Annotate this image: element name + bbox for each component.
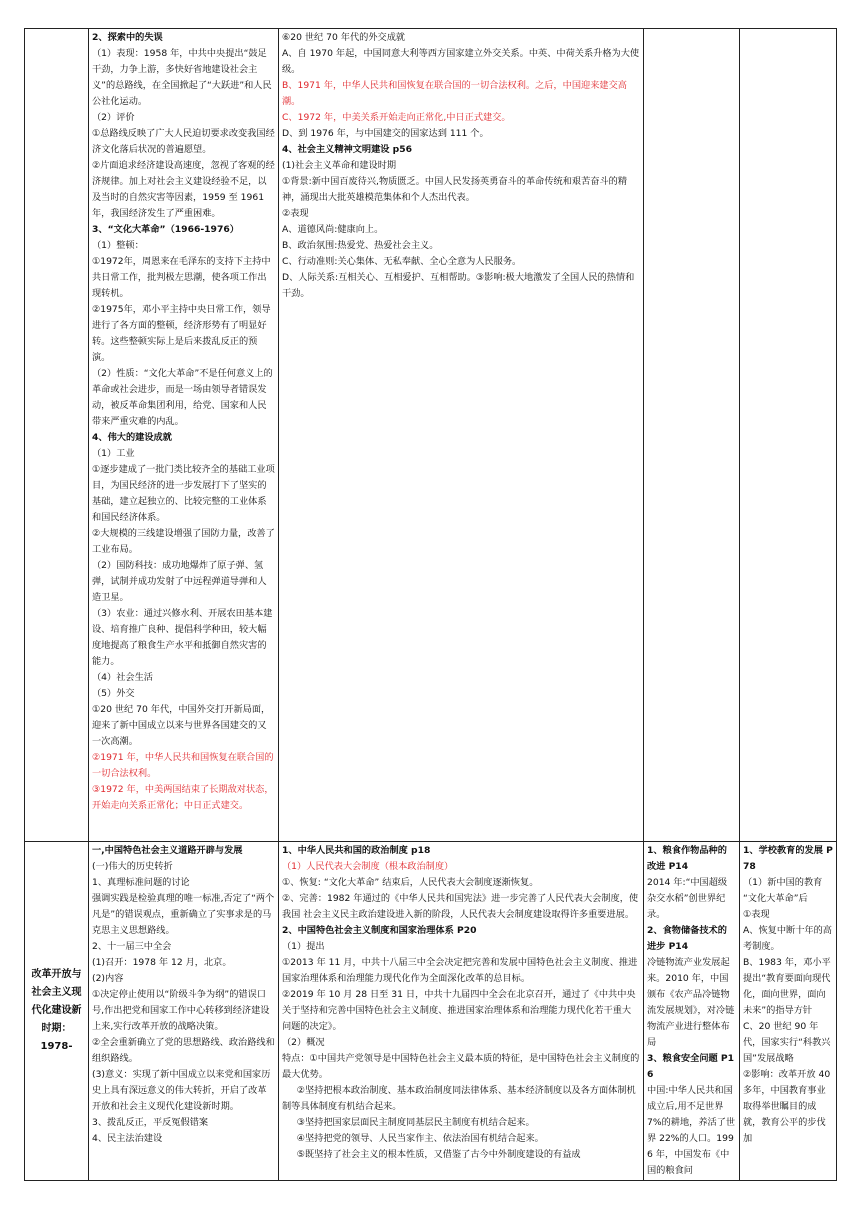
text-line: C、20 世纪 90 年代，国家实行“科教兴国”发展战略 bbox=[743, 1021, 831, 1064]
text-line: B、1983 年，邓小平提出“教育要面向现代化，面向世界，面向未来”的指导方针 bbox=[743, 957, 831, 1016]
text-line: ②坚持把根本政治制度、基本政治制度同法律体系、基本经济制度以及各方面体制机制等具体制度有机结合起来。 bbox=[282, 1085, 636, 1112]
text-line: ②1971 年，中华人民共和国恢复在联合国的一切合法权利。 bbox=[92, 752, 274, 779]
text-line: ②全会重新确立了党的思想路线、政治路线和组织路线。 bbox=[92, 1037, 275, 1064]
section-heading: 2、食物储备技术的进步 P14 bbox=[647, 925, 727, 952]
politics-history-cell bbox=[89, 842, 279, 1181]
text-line: （1）工业 bbox=[92, 448, 135, 459]
section-heading: 2、中国特色社会主义制度和国家治理体系 P20 bbox=[282, 925, 477, 936]
text-line: ②大规模的三线建设增强了国防力量，改善了工业布局。 bbox=[92, 528, 275, 555]
text-line: A、恢复中断十年的高考制度。 bbox=[743, 925, 832, 952]
text-line: 1、真理标准问题的讨论 bbox=[92, 877, 190, 888]
politics-history-cell bbox=[89, 29, 279, 842]
text-line: C、1972 年，中美关系开始走向正常化,中日正式建交。 bbox=[282, 112, 511, 123]
text-line: 中国:中华人民共和国成立后,用不足世界 7%的耕地，养活了世界 22%的人口。1996 年，中国发布《中国的粮食问 bbox=[647, 1085, 736, 1176]
text-line: 3、拨乱反正，平反冤假错案 bbox=[92, 1117, 209, 1128]
text-line: ①逐步建成了一批门类比较齐全的基础工业项目，为国民经济的进一步发展打下了坚实的基础，建立起独立的、比较完整的工业体系和国民经济体系。 bbox=[92, 464, 275, 523]
section-heading: 1、中华人民共和国的政治制度 p18 bbox=[282, 845, 431, 856]
text-line: （1）人民代表大会制度（根本政治制度） bbox=[282, 861, 454, 872]
text-line: （2）评价 bbox=[92, 112, 135, 123]
section-heading: 3、粮食安全问题 P16 bbox=[647, 1053, 735, 1080]
text-line: 冷链物流产业发展起来。2010 年，中国颁布《农产品冷链物流发展规划》，对冷链物流产业进行整体布局 bbox=[647, 957, 735, 1048]
text-line: ②影响：改革开放 40 多年，中国教育事业取得举世瞩目的成就，教育公平的步伐加 bbox=[743, 1069, 831, 1144]
text-line: （5）外交 bbox=[92, 688, 135, 699]
text-line: （2）概况 bbox=[282, 1037, 325, 1048]
text-line: D、人际关系:互相关心、互相爱护、互相帮助。③影响:极大地激发了全国人民的热情和干劲。 bbox=[282, 272, 635, 299]
text-line: ①总路线反映了广大人民迫切要求改变我国经济文化落后状况的普遍愿望。 bbox=[92, 128, 275, 155]
political-system-cell bbox=[279, 842, 644, 1181]
text-line: 2、十一届三中全会 bbox=[92, 941, 172, 952]
section-heading: 1、学校教育的发展 P78 bbox=[743, 845, 833, 872]
text-line: （3）农业：通过兴修水利、开展农田基本建设、培育推广良种、提倡科学种田，较大幅度地提高了粮食生产水平和抵御自然灾害的能力。 bbox=[92, 608, 273, 667]
food-security-cell bbox=[644, 842, 740, 1181]
text-line: ②片面追求经济建设高速度，忽视了客观的经济规律。加上对社会主义建设经验不足，以及当时的自然灾害等因素，1959 至 1961 年，我国经济发生了严重困难。 bbox=[92, 160, 275, 219]
text-line: （2）国防科技：成功地爆炸了原子弹、氢弹，试制并成功发射了中远程弹道导弹和人造卫星。 bbox=[92, 560, 267, 603]
table-row bbox=[25, 842, 837, 1181]
text-line: （1）表现：1958 年，中共中央提出“鼓足干劲，力争上游，多快好省地建设社会主义”的总路线，在全国掀起了“大跃进”和人民公社化运动。 bbox=[92, 48, 272, 107]
text-line: ④坚持把党的领导、人民当家作主、依法治国有机结合起来。 bbox=[296, 1133, 544, 1144]
text-line: ③坚持把国家层面民主制度同基层民主制度有机结合起来。 bbox=[296, 1117, 535, 1128]
section-heading: 一,中国特色社会主义道路开辟与发展 bbox=[92, 845, 243, 856]
text-line: ①表现 bbox=[743, 909, 770, 920]
text-line: (一)伟大的历史转折 bbox=[92, 861, 173, 872]
text-line: (2)内容 bbox=[92, 973, 124, 984]
text-line: 强调实践是检验真理的唯一标准,否定了“两个凡是”的错误观点，重新确立了实事求是的马克思主义思想路线。 bbox=[92, 893, 275, 936]
text-line: （1）新中国的教育 bbox=[743, 877, 823, 888]
text-line: 2014 年:“中国超级杂交水稻”创世界纪录。 bbox=[647, 877, 728, 920]
section-heading: 4、伟大的建设成就 bbox=[92, 432, 172, 443]
text-line: (3)意义：实现了新中国成立以来党和国家历史上具有深远意义的伟大转折，开启了改革开放和社会主义现代化建设新时期。 bbox=[92, 1069, 271, 1112]
diplomacy-culture-cell bbox=[279, 29, 644, 842]
text-line: （4）社会生活 bbox=[92, 672, 153, 683]
notes-table bbox=[24, 28, 837, 1181]
text-line: ③1972 年，中美两国结束了长期敌对状态，开始走向关系正常化；中日正式建交。 bbox=[92, 784, 274, 811]
text-line: D、到 1976 年，与中国建交的国家达到 111 个。 bbox=[282, 128, 489, 139]
text-line: A、道德风尚:健康向上。 bbox=[282, 224, 384, 235]
text-line: （2）性质：“文化大革命”不是任何意义上的革命或社会进步，而是一场由领导者错误发动，被反革命集团利用，给党、国家和人民带来严重灾难的内乱。 bbox=[92, 368, 273, 427]
period-cell: 改革开放与社会主义现代化建设新时期：1978- bbox=[25, 842, 89, 1181]
text-line: 特点：①中国共产党领导是中国特色社会主义最本质的特征，是中国特色社会主义制度的最大优势。 bbox=[282, 1053, 640, 1080]
table-row bbox=[25, 29, 837, 842]
text-line: ⑤既坚持了社会主义的根本性质，又借鉴了古今中外制度建设的有益成 bbox=[296, 1149, 581, 1160]
education-cell bbox=[740, 29, 837, 842]
text-line: ①1972年，周恩来在毛泽东的支持下主持中共日常工作，批判极左思潮，使各项工作出现转机。 bbox=[92, 256, 271, 299]
section-heading: 1、粮食作物品种的改进 P14 bbox=[647, 845, 727, 872]
education-cell bbox=[740, 842, 837, 1181]
text-line: ①、恢复: “文化大革命” 结束后，人民代表大会制度逐渐恢复。 bbox=[282, 877, 539, 888]
text-line: ②2019 年 10 月 28 日至 31 日，中共十九届四中全会在北京召开，通过了《中共中央关于坚持和完善中国特色社会主义制度、推进国家治理体系和治理能力现代化若干重大问题的决定》。 bbox=[282, 989, 636, 1032]
text-line: ①20 世纪 70 年代，中国外交打开新局面，迎来了新中国成立以来与世界各国建交的又一次高潮。 bbox=[92, 704, 271, 747]
period-cell bbox=[25, 29, 89, 842]
text-line: ①背景:新中国百废待兴,物质匮乏。中国人民发扬英勇奋斗的革命传统和艰苦奋斗的精神，涌现出大批英雄模范集体和个人杰出代表。 bbox=[282, 176, 628, 203]
text-line: 4、民主法治建设 bbox=[92, 1133, 163, 1144]
text-line: B、1971 年，中华人民共和国恢复在联合国的一切合法权利。之后，中国迎来建交高潮。 bbox=[282, 80, 627, 107]
section-heading: 3、“文化大革命”（1966-1976） bbox=[92, 224, 239, 235]
text-line: ①2013 年 11 月，中共十八届三中全会决定把完善和发展中国特色社会主义制度、推进国家治理体系和治理能力现代化作为全面深化改革的总目标。 bbox=[282, 957, 638, 984]
text-line: （1）提出 bbox=[282, 941, 325, 952]
text-line: B、政治氛围:热爱党、热爱社会主义。 bbox=[282, 240, 439, 251]
text-line: ②、完善：1982 年通过的《中华人民共和国宪法》进一步完善了人民代表大会制度，使我国 社会主义民主政治建设进入新的阶段，人民代表大会制度建设取得许多重要进展。 bbox=[282, 893, 639, 920]
text-line: (1)召开：1978 年 12 月，北京。 bbox=[92, 957, 232, 968]
text-line: ⑥20 世纪 70 年代的外交成就 bbox=[282, 32, 406, 43]
economy-cell bbox=[644, 29, 740, 842]
text-line: ②1975年，邓小平主持中央日常工作，领导进行了各方面的整顿，经济形势有了明显好转。这些整顿实际上是后来拨乱反正的预演。 bbox=[92, 304, 271, 363]
text-line: （1）整顿： bbox=[92, 240, 144, 251]
text-line: “文化大革命”后 bbox=[743, 893, 808, 904]
text-line: (1)社会主义革命和建设时期 bbox=[282, 160, 397, 171]
text-line: A、自 1970 年起，中国同意大利等西方国家建立外交关系。中英、中荷关系升格为大使级。 bbox=[282, 48, 640, 75]
text-line: ①决定停止使用以“阶级斗争为纲”的错误口号,作出把党和国家工作中心转移到经济建设上来,实行改革开放的战略决策。 bbox=[92, 989, 270, 1032]
text-line: C、行动准则:关心集体、无私奉献、全心全意为人民服务。 bbox=[282, 256, 522, 267]
section-heading: 4、社会主义精神文明建设 p56 bbox=[282, 144, 413, 155]
text-line: ②表现 bbox=[282, 208, 309, 219]
section-heading: 2、探索中的失误 bbox=[92, 32, 163, 43]
